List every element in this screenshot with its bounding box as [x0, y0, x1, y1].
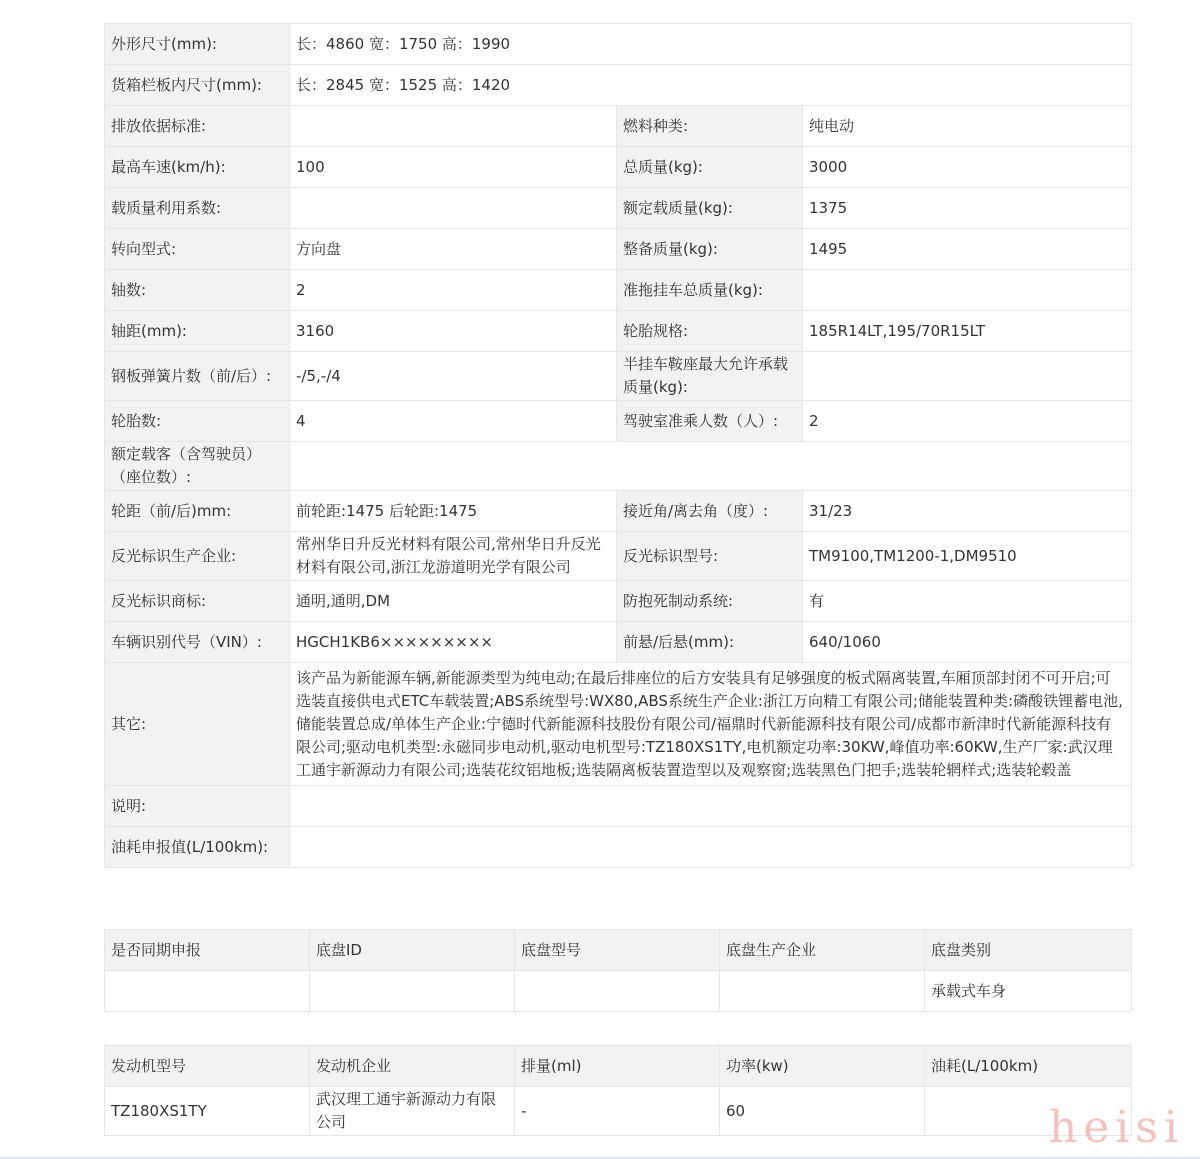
spec-label: 反光标识型号:	[617, 532, 803, 581]
chassis-header-cell: 是否同期申报	[105, 930, 310, 971]
spec-label: 额定载质量(kg):	[617, 188, 803, 229]
spec-label: 其它:	[105, 663, 290, 786]
spec-row	[105, 491, 1132, 532]
spec-value: 常州华日升反光材料有限公司,常州华日升反光材料有限公司,浙江龙游道明光学有限公司	[290, 532, 617, 581]
spec-value	[803, 270, 1132, 311]
chassis-table	[104, 929, 1132, 1012]
spec-row-other	[105, 663, 1132, 786]
engine-header-cell: 发动机型号	[105, 1046, 310, 1087]
spec-value: 3000	[803, 147, 1132, 188]
spec-value	[290, 827, 1132, 868]
watermark: heisi	[1048, 1102, 1184, 1153]
spec-label: 排放依据标准:	[105, 106, 290, 147]
engine-cell: TZ180XS1TY	[105, 1087, 310, 1136]
spec-value: 100	[290, 147, 617, 188]
spec-value: 该产品为新能源车辆,新能源类型为纯电动;在最后排座位的后方安装具有足够强度的板式隔离装置,车厢顶部封闭不可开启;可选装直接供电式ETC车载装置;ABS系统型号:WX80,ABS系统生产企业:浙江万向精工有限公司;储能装置种类:磷酸铁锂蓄电池,储能装置总成/单体生产企业:宁德时代新能源科技股份有限公司/福鼎时代新能源科技有限公司/成都市新津时代新能源科技有限公司;驱动电机类型:永磁同步电动机,驱动电机型号:TZ180XS1TY,电机额定功率:30KW,峰值功率:60KW,生产厂家:武汉理工通宇新源动力有限公司;选装花纹铝地板;选装隔离板装置造型以及观察窗;选装黑色门把手;选装轮辋样式;选装轮毂盖	[290, 663, 1132, 786]
spec-row	[105, 352, 1132, 401]
engine-header-row	[105, 1046, 1132, 1087]
spec-label: 钢板弹簧片数（前/后）:	[105, 352, 290, 401]
spec-value: TM9100,TM1200-1,DM9510	[803, 532, 1132, 581]
spec-value: 前轮距:1475 后轮距:1475	[290, 491, 617, 532]
spec-value: 2	[803, 401, 1132, 442]
spec-value	[290, 786, 1132, 827]
spec-value: 纯电动	[803, 106, 1132, 147]
spec-row-passengers	[105, 442, 1132, 491]
spec-row-dimensions	[105, 24, 1132, 65]
engine-cell: 60	[720, 1087, 925, 1136]
spec-value: 1375	[803, 188, 1132, 229]
spec-row-note	[105, 786, 1132, 827]
spec-row	[105, 581, 1132, 622]
spec-label: 前悬/后悬(mm):	[617, 622, 803, 663]
chassis-header-cell: 底盘生产企业	[720, 930, 925, 971]
engine-header-cell: 功率(kw)	[720, 1046, 925, 1087]
spec-label: 反光标识生产企业:	[105, 532, 290, 581]
spec-label: 说明:	[105, 786, 290, 827]
chassis-header-cell: 底盘ID	[310, 930, 515, 971]
spec-row	[105, 188, 1132, 229]
spec-row	[105, 229, 1132, 270]
spec-value: 方向盘	[290, 229, 617, 270]
spec-label: 准拖挂车总质量(kg):	[617, 270, 803, 311]
engine-header-cell: 发动机企业	[310, 1046, 515, 1087]
spec-value: 长：4860 宽：1750 高：1990	[290, 24, 1132, 65]
spec-value: 185R14LT,195/70R15LT	[803, 311, 1132, 352]
spec-label: 接近角/离去角（度）:	[617, 491, 803, 532]
spec-row	[105, 622, 1132, 663]
spec-value: 31/23	[803, 491, 1132, 532]
spec-value: 长：2845 宽：1525 高：1420	[290, 65, 1132, 106]
spec-label: 轮胎规格:	[617, 311, 803, 352]
spec-label: 轴数:	[105, 270, 290, 311]
spec-label: 反光标识商标:	[105, 581, 290, 622]
spec-value: -/5,-/4	[290, 352, 617, 401]
spec-label: 外形尺寸(mm):	[105, 24, 290, 65]
spec-label: 半挂车鞍座最大允许承载质量(kg):	[617, 352, 803, 401]
chassis-cell	[720, 971, 925, 1012]
engine-cell: 武汉理工通宇新源动力有限公司	[310, 1087, 515, 1136]
spec-label: 最高车速(km/h):	[105, 147, 290, 188]
engine-table	[104, 1045, 1132, 1136]
spec-row-cargo-box	[105, 65, 1132, 106]
spec-label: 总质量(kg):	[617, 147, 803, 188]
spec-value: 4	[290, 401, 617, 442]
chassis-data-row	[105, 971, 1132, 1012]
spec-label: 转向型式:	[105, 229, 290, 270]
spec-value: 3160	[290, 311, 617, 352]
spec-row-fuel-report	[105, 827, 1132, 868]
spec-label: 货箱栏板内尺寸(mm):	[105, 65, 290, 106]
spec-row	[105, 147, 1132, 188]
chassis-cell: 承载式车身	[925, 971, 1132, 1012]
engine-header-cell: 排量(ml)	[515, 1046, 720, 1087]
spec-label: 轮距（前/后)mm:	[105, 491, 290, 532]
spec-value: 1495	[803, 229, 1132, 270]
spec-label: 燃料种类:	[617, 106, 803, 147]
spec-value	[803, 352, 1132, 401]
vehicle-spec-table	[104, 23, 1132, 868]
spec-value	[290, 106, 617, 147]
chassis-header-cell: 底盘类别	[925, 930, 1132, 971]
chassis-cell	[515, 971, 720, 1012]
spec-value: 有	[803, 581, 1132, 622]
chassis-cell	[310, 971, 515, 1012]
engine-header-cell: 油耗(L/100km)	[925, 1046, 1132, 1087]
spec-value: 通明,通明,DM	[290, 581, 617, 622]
spec-label: 车辆识别代号（VIN）:	[105, 622, 290, 663]
spec-value: 640/1060	[803, 622, 1132, 663]
chassis-cell	[105, 971, 310, 1012]
spec-label: 油耗申报值(L/100km):	[105, 827, 290, 868]
spec-label: 轴距(mm):	[105, 311, 290, 352]
spec-label: 载质量利用系数:	[105, 188, 290, 229]
spec-label: 驾驶室准乘人数（人）:	[617, 401, 803, 442]
engine-data-row	[105, 1087, 1132, 1136]
spec-row	[105, 401, 1132, 442]
spec-row	[105, 270, 1132, 311]
spec-row	[105, 106, 1132, 147]
spec-value	[290, 442, 1132, 491]
spec-label: 整备质量(kg):	[617, 229, 803, 270]
spec-row	[105, 532, 1132, 581]
chassis-header-cell: 底盘型号	[515, 930, 720, 971]
chassis-header-row	[105, 930, 1132, 971]
spec-row	[105, 311, 1132, 352]
spec-value	[290, 188, 617, 229]
spec-label: 轮胎数:	[105, 401, 290, 442]
spec-value: HGCH1KB6×××××××××	[290, 622, 617, 663]
spec-label: 额定载客（含驾驶员）（座位数）:	[105, 442, 290, 491]
engine-cell: -	[515, 1087, 720, 1136]
spec-label: 防抱死制动系统:	[617, 581, 803, 622]
spec-value: 2	[290, 270, 617, 311]
